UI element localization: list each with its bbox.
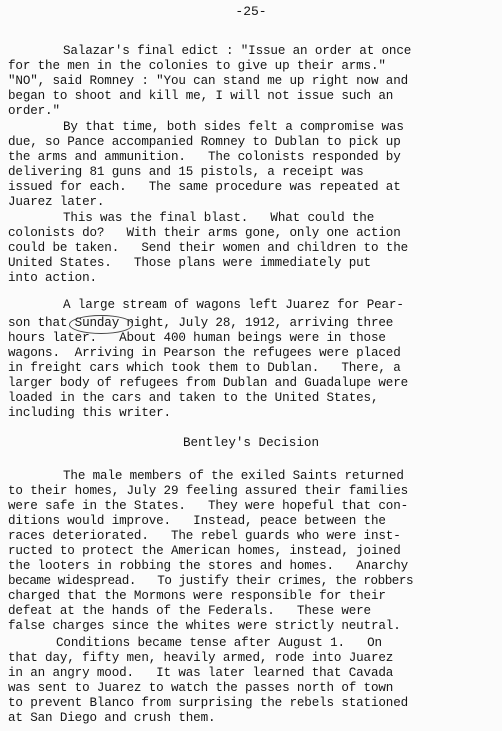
text-line: was sent to Juarez to watch the passes north of town (8, 681, 394, 695)
text-line: became widespread. To justify their crimes, the robbers (8, 574, 414, 588)
text-line: to prevent Blanco from surprising the rebels stationed (8, 696, 409, 710)
hand-circle-annotation (69, 315, 133, 334)
text-line: the looters in robbing the stores and homes. Anarchy (8, 559, 409, 573)
text-line: ditions would improve. Instead, peace between the (8, 514, 386, 528)
text-line: This was the final blast. What could the (63, 211, 375, 225)
text-line: son that Sunday night, July 28, 1912, arriving three (8, 316, 394, 330)
text-line: colonists do? With their arms gone, only one action (8, 226, 401, 240)
text-line: including this writer. (8, 406, 171, 420)
text-line: due, so Pance accompanied Romney to Dublan to pick up (8, 135, 401, 149)
text-line: defeat at the hands of the Federals. These were (8, 604, 371, 618)
text-line: to their homes, July 29 feeling assured their families (8, 484, 409, 498)
text-line: for the men in the colonies to give up their arms." (8, 59, 386, 73)
text-line: Juarez later. (8, 195, 105, 209)
text-line: the arms and ammunition. The colonists responded by (8, 150, 401, 164)
page-number: -25- (235, 4, 267, 19)
text-line: races deteriorated. The rebel guards who were inst- (8, 529, 401, 543)
text-line: Salazar's final edict : "Issue an order at once (63, 44, 412, 58)
text-line: in an angry mood. It was later learned that Cavada (8, 666, 394, 680)
text-line: hours later. About 400 human beings were in those (8, 331, 386, 345)
text-line: into action. (8, 271, 97, 285)
text-line: issued for each. The same procedure was repeated at (8, 180, 401, 194)
text-line: that day, fifty men, heavily armed, rode into Juarez (8, 651, 394, 665)
text-line: false charges since the whites were strictly neutral. (8, 619, 401, 633)
text-line: order." (8, 104, 60, 118)
text-line: delivering 81 guns and 15 pistols, a receipt was (8, 165, 364, 179)
text-line: could be taken. Send their women and children to the (8, 241, 409, 255)
text-line: wagons. Arriving in Pearson the refugees were placed (8, 346, 401, 360)
text-line: ructed to protect the American homes, instead, joined (8, 544, 401, 558)
text-line: at San Diego and crush them. (8, 711, 216, 725)
text-line: began to shoot and kill me, I will not issue such an (8, 89, 394, 103)
text-line: Conditions became tense after August 1. On (56, 636, 382, 650)
text-line: charged that the Mormons were responsible for their (8, 589, 386, 603)
text-line: United States. Those plans were immediately put (8, 256, 371, 270)
text-line: By that time, both sides felt a compromise was (63, 120, 404, 134)
text-line: "NO", said Romney : "You can stand me up right now and (8, 74, 409, 88)
section-heading: Bentley's Decision (182, 436, 320, 450)
text-line: A large stream of wagons left Juarez for Pear- (63, 298, 404, 312)
text-line: larger body of refugees from Dublan and Guadalupe were (8, 376, 409, 390)
text-line: The male members of the exiled Saints returned (63, 469, 404, 483)
text-line: loaded in the cars and taken to the United States, (8, 391, 379, 405)
text-line: were safe in the States. They were hopeful that con- (8, 499, 409, 513)
text-line: in freight cars which took them to Dublan. There, a (8, 361, 401, 375)
